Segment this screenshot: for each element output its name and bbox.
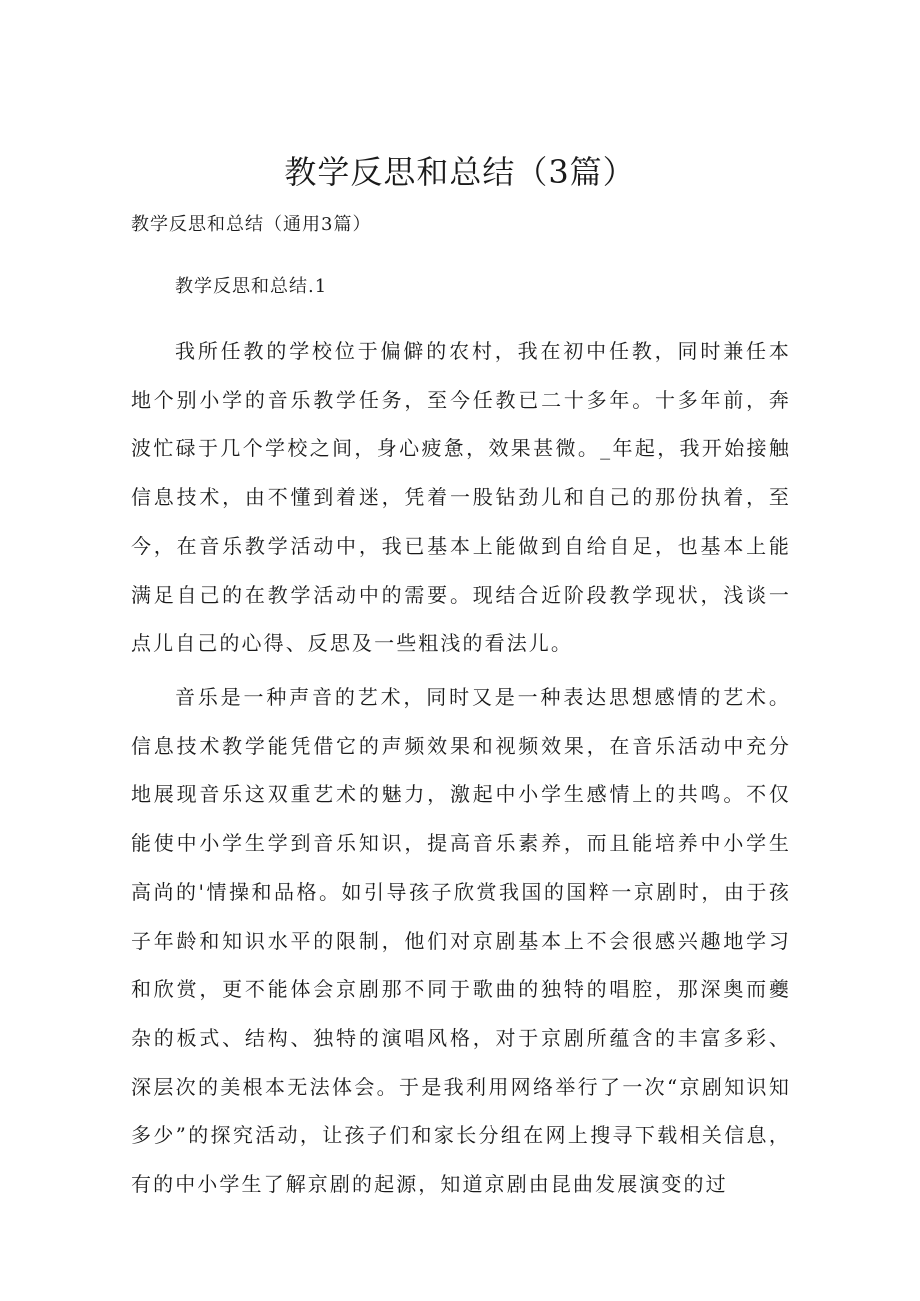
body-paragraph: 音乐是一种声音的艺术，同时又是一种表达思想感情的艺术。信息技术教学能凭借它的声频效果和视频效果，在音乐活动中充分地展现音乐这双重艺术的魅力，激起中小学生感情上的共鸣。不仅能使中小学生学到音乐知识，提高音乐素养，而且能培养中小学生高尚的'情操和品格。如引导孩子欣赏我国的国粹一京剧时，由于孩子年龄和知识水平的限制，他们对京剧基本上不会很感兴趣地学习和欣赏，更不能体会京剧那不同于歌曲的独特的唱腔，那深奥而夔杂的板式、结构、独特的演唱风格，对于京剧所蕴含的丰富多彩、深层次的美根本无法体会。于是我利用网络举行了一次“京剧知识知多少”的探究活动，让孩子们和家长分组在网上搜寻下载相关信息，有的中小学生了解京剧的起源，知道京剧由昆曲发展演变的过 (131, 685, 791, 1197)
document-title: 教学反思和总结（3篇） (284, 153, 636, 191)
body-paragraph: 我所任教的学校位于偏僻的农村，我在初中任教，同时兼任本地个别小学的音乐教学任务，至今任教已二十多年。十多年前，奔波忙碌于几个学校之间，身心疲惫，效果甚微。_年起，我开始接触信息技术，由不懂到着迷，凭着一股钻劲儿和自己的那份执着，至今，在音乐教学活动中，我已基本上能做到自给自足，也基本上能满足自己的在教学活动中的需要。现结合近阶段教学现状，浅谈一点儿自己的心得、反思及一些粗浅的看法儿。 (131, 339, 791, 656)
section-heading: 教学反思和总结.1 (175, 276, 328, 297)
document-subtitle: 教学反思和总结（通用3篇） (131, 214, 372, 235)
